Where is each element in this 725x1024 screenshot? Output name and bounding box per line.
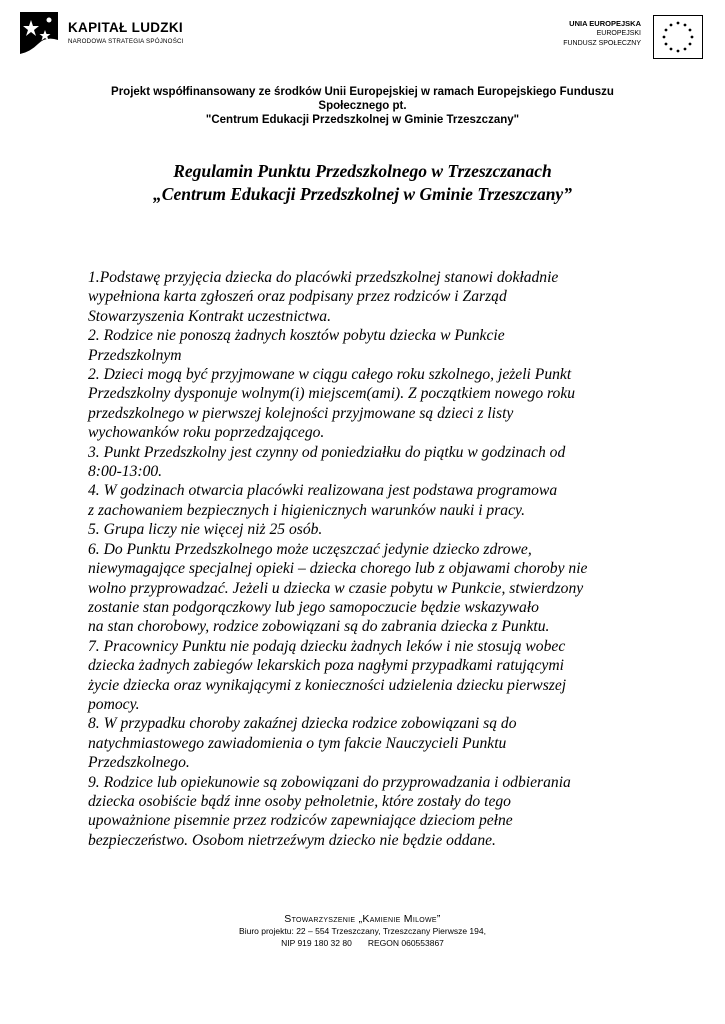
body-line: 7. Pracownicy Punktu nie podają dziecku żadnych leków i nie stosują wobec — [88, 637, 566, 655]
footer-org: Stowarzyszenie „Kamienie Milowe” — [284, 913, 441, 925]
project-line-1: Projekt współfinansowany ze środków Unii Europejskiej w ramach Europejskiego Funduszu — [111, 86, 614, 98]
body-line: 3. Punkt Przedszkolny jest czynny od poniedziałku do piątku w godzinach od — [88, 443, 566, 461]
footer-regon: REGON 060553867 — [367, 938, 444, 948]
body-line: Stowarzyszenia Kontrakt uczestnictwa. — [88, 307, 331, 325]
eu-logo — [513, 15, 703, 61]
body-line: Przedszkolny dysponuje wolnym(i) miejscem(ami). Z początkiem nowego roku — [88, 385, 576, 403]
logo-subtitle: NARODOWA STRATEGIA SPÓJNOŚCI — [68, 38, 184, 45]
eu-logo-line3: FUNDUSZ SPOŁECZNY — [563, 40, 641, 47]
body-line: pomocy. — [88, 695, 140, 713]
body-line: upoważnione pisemnie przez rodziców zapewniające dzieciom pełne — [88, 812, 513, 830]
footer-address: Biuro projektu: 22 – 554 Trzeszczany, Trzeszczany Pierwsze 194, — [239, 926, 486, 936]
body-line: 8:00-13:00. — [88, 463, 163, 481]
body-line: przedszkolnego w pierwszej kolejności przyjmowane są dzieci z listy — [88, 404, 514, 422]
project-line-2: Społecznego pt. — [318, 100, 407, 112]
body-line: wypełniona karta zgłoszeń oraz podpisany przez rodziców i Zarząd — [88, 288, 507, 306]
body-line: dziecka osobiście bądź inne osoby pełnoletnie, które zostały do tego — [88, 792, 511, 810]
body-line: wolno przyprowadzać. Jeżeli u dziecka w czasie pobytu w Punkcie, stwierdzony — [88, 579, 584, 597]
body-line: 2. Rodzice nie ponoszą żadnych kosztów pobytu dziecka w Punkcie — [88, 327, 505, 345]
body-line: Przedszkolnym — [88, 346, 182, 364]
body-line: dziecka żadnych zabiegów lekarskich poza nagłymi przypadkami ratującymi — [88, 657, 564, 675]
body-line: 1.Podstawę przyjęcia dziecka do placówki przedszkolnej stanowi dokładnie — [88, 269, 559, 286]
project-info — [60, 85, 665, 127]
document-title — [40, 160, 685, 206]
body-line: 6. Do Punktu Przedszkolnego może uczęszczać jedynie dziecko zdrowe, — [88, 540, 532, 558]
eu-logo-line1: UNIA EUROPEJSKA — [569, 19, 641, 28]
body-line: 5. Grupa liczy nie więcej niż 25 osób. — [88, 521, 323, 539]
title-line-2: „Centrum Edukacji Przedszkolnej w Gminie Trzeszczany” — [153, 184, 572, 204]
body-line: 4. W godzinach otwarcia placówki realizowana jest podstawa programowa — [88, 482, 558, 500]
body-line: wychowanków roku poprzedzającego. — [88, 424, 325, 442]
eu-logo-line2: EUROPEJSKI — [596, 30, 641, 37]
footer-ids — [80, 937, 645, 949]
body-line: 9. Rodzice lub opiekunowie są zobowiązani do przyprowadzania i odbierania — [88, 773, 571, 791]
footer-nip: NIP 919 180 32 80 — [281, 938, 352, 948]
regulation-body — [88, 268, 688, 850]
body-line: z zachowaniem bezpiecznych i higienicznych warunków nauki i pracy. — [88, 501, 525, 519]
body-line: zostanie stan podgorączkowy lub jego samopoczucie będzie wskazywało — [88, 598, 539, 616]
kapital-ludzki-logo — [18, 10, 193, 60]
kapital-ludzki-flag-icon — [18, 10, 60, 56]
body-line: Przedszkolnego. — [88, 754, 190, 772]
title-line-1: Regulamin Punktu Przedszkolnego w Trzeszczanach — [173, 161, 552, 181]
page-footer — [80, 913, 645, 949]
body-line: 8. W przypadku choroby zakaźnej dziecka rodzice zobowiązani są do — [88, 715, 517, 733]
body-line: natychmiastowego zawiadomienia o tym fakcie Nauczycieli Punktu — [88, 734, 507, 752]
body-line: życie dziecka oraz wynikającymi z konieczności udzielenia dziecku pierwszej — [88, 676, 567, 694]
body-line: niewymagające specjalnej opieki – dziecka chorego lub z objawami choroby nie — [88, 560, 588, 578]
eu-stars-flag-icon — [653, 15, 703, 59]
body-line: 2. Dzieci mogą być przyjmowane w ciągu całego roku szkolnego, jeżeli Punkt — [88, 366, 572, 384]
body-line: na stan chorobowy, rodzice zobowiązani są do zabrania dziecka z Punktu. — [88, 618, 550, 636]
eu-logo-text — [563, 19, 641, 49]
body-line: bezpieczeństwo. Osobom nietrzeźwym dziecko nie będzie oddane. — [88, 831, 496, 849]
project-line-3: "Centrum Edukacji Przedszkolnej w Gminie Trzeszczany" — [205, 114, 520, 126]
logo-title: KAPITAŁ LUDZKI — [68, 20, 183, 35]
